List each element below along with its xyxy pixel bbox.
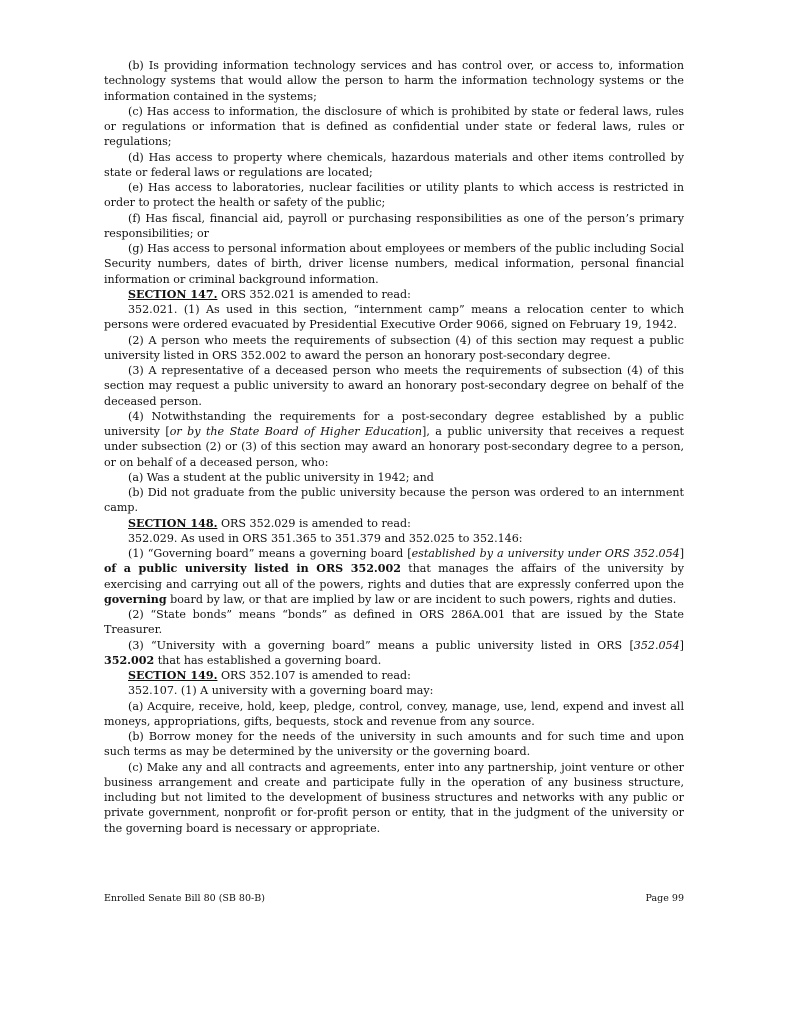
section-147-p5: (a) Was a student at the public university in 1942; and — [128, 470, 434, 484]
section-148-intro: ORS 352.029 is amended to read: — [217, 516, 411, 530]
section-149-p2: (a) Acquire, receive, hold, keep, pledge, control, convey, manage, use, lend, expend and invest all moneys, appropriations, gifts, bequests, stock and revenue from any source. — [104, 699, 684, 728]
page-number: Page 99 — [645, 893, 684, 904]
text-run: that has established a governing board. — [154, 653, 382, 667]
section-148-p2 — [104, 546, 684, 607]
section-148-heading: SECTION 148. — [128, 516, 218, 530]
paragraph-d: (d) Has access to property where chemicals, hazardous materials and other items controlled by state or federal laws or regulations are located; — [104, 150, 684, 179]
section-147-heading: SECTION 147. — [128, 287, 218, 301]
deleted-text: established by a university under ORS 352.054 — [411, 547, 680, 560]
paragraph-e: (e) Has access to laboratories, nuclear facilities or utility plants to which access is restricted in order to protect the health or safety of the public; — [104, 181, 684, 210]
paragraph-b: (b) Is providing information technology services and has control over, or access to, information technology systems that would allow the person to harm the information technology systems or the information contained in the systems; — [104, 59, 684, 103]
text-run: ], a public university that receives a request under subsection (2) or (3) of this section may award an honorary post-secondary degree to a person, or on behalf of a deceased person, who: — [104, 425, 685, 469]
paragraph-g: (g) Has access to personal information about employees or members of the public including Social Security numbers, dates of birth, driver license numbers, medical information, personal financial information or criminal background information. — [104, 242, 684, 286]
section-147-p6: (b) Did not graduate from the public university because the person was ordered to an internment camp. — [104, 486, 684, 515]
section-149-header — [104, 668, 684, 683]
section-149-heading: SECTION 149. — [128, 669, 218, 682]
section-148-p1: 352.029. As used in ORS 351.365 to 351.379 and 352.025 to 352.146: — [128, 531, 523, 545]
text-run: board by law, or that are implied by law or are incident to such powers, rights and duties. — [166, 592, 677, 606]
section-149-p3: (b) Borrow money for the needs of the university in such amounts and for such time and upon such terms as may be determined by the university or the governing board. — [104, 730, 684, 759]
text-run: (3) “University with a governing board” means a public university listed in ORS [ — [128, 638, 634, 652]
section-148-p3: (2) “State bonds” means “bonds” as defined in ORS 286A.001 that are issued by the State Treasurer. — [104, 608, 684, 637]
section-148-p4 — [104, 638, 684, 669]
text-run: that manages the affairs of the university by exercising and carrying out all of the powers, rights and duties that are expressly conferred upon the — [104, 562, 684, 591]
text-run: (1) “Governing board” means a governing board [ — [128, 547, 412, 560]
paragraph-c: (c) Has access to information, the disclosure of which is prohibited by state or federal laws, rules or regulations or information that is defined as confidential under state or federal laws, rules or regulations; — [104, 104, 684, 149]
deleted-text: or by the State Board of Higher Education — [169, 425, 423, 438]
section-149-intro: ORS 352.107 is amended to read: — [217, 669, 411, 682]
text-run: (4) Notwithstanding the requirements for a post-secondary degree established by a public university [ — [104, 409, 684, 438]
document-body — [104, 58, 684, 836]
added-text: of a public university listed in ORS 352.002 — [104, 562, 401, 576]
bill-name: Enrolled Senate Bill 80 (SB 80-B) — [104, 893, 265, 904]
added-text: 352.002 — [104, 653, 155, 667]
section-147-p3: (3) A representative of a deceased person who meets the requirements of subsection (4) of this section may request a public university to award an honorary post-secondary degree on behalf of the deceased person. — [104, 364, 684, 408]
deleted-text: 352.054 — [633, 638, 680, 652]
section-149-p1: 352.107. (1) A university with a governing board may: — [128, 684, 434, 698]
section-147-header — [104, 287, 684, 302]
section-147-intro: ORS 352.021 is amended to read: — [217, 287, 411, 301]
section-149-p4: (c) Make any and all contracts and agreements, enter into any partnership, joint venture or other business arrangement and create and participate fully in the operation of any business structure, including but not limited to the development of business structures and networks with any public or private government, nonprofit or for-profit person or entity, that in the judgment of the university or the governing board is necessary or appropriate. — [104, 760, 684, 835]
section-147-p4 — [104, 409, 684, 470]
section-148-header — [104, 516, 684, 531]
paragraph-f: (f) Has fiscal, financial aid, payroll or purchasing responsibilities as one of the person’s primary responsibilities; or — [104, 211, 684, 240]
section-147-p2: (2) A person who meets the requirements of subsection (4) of this section may request a public university listed in ORS 352.002 to award the person an honorary post-secondary degree. — [104, 333, 684, 362]
section-147-p1: 352.021. (1) As used in this section, “internment camp” means a relocation center to which persons were ordered evacuated by Presidential Executive Order 9066, signed on February 19, 1942. — [104, 303, 684, 332]
text-run: ] — [679, 547, 685, 560]
text-run: ] — [679, 638, 684, 652]
added-text: governing — [104, 592, 167, 606]
